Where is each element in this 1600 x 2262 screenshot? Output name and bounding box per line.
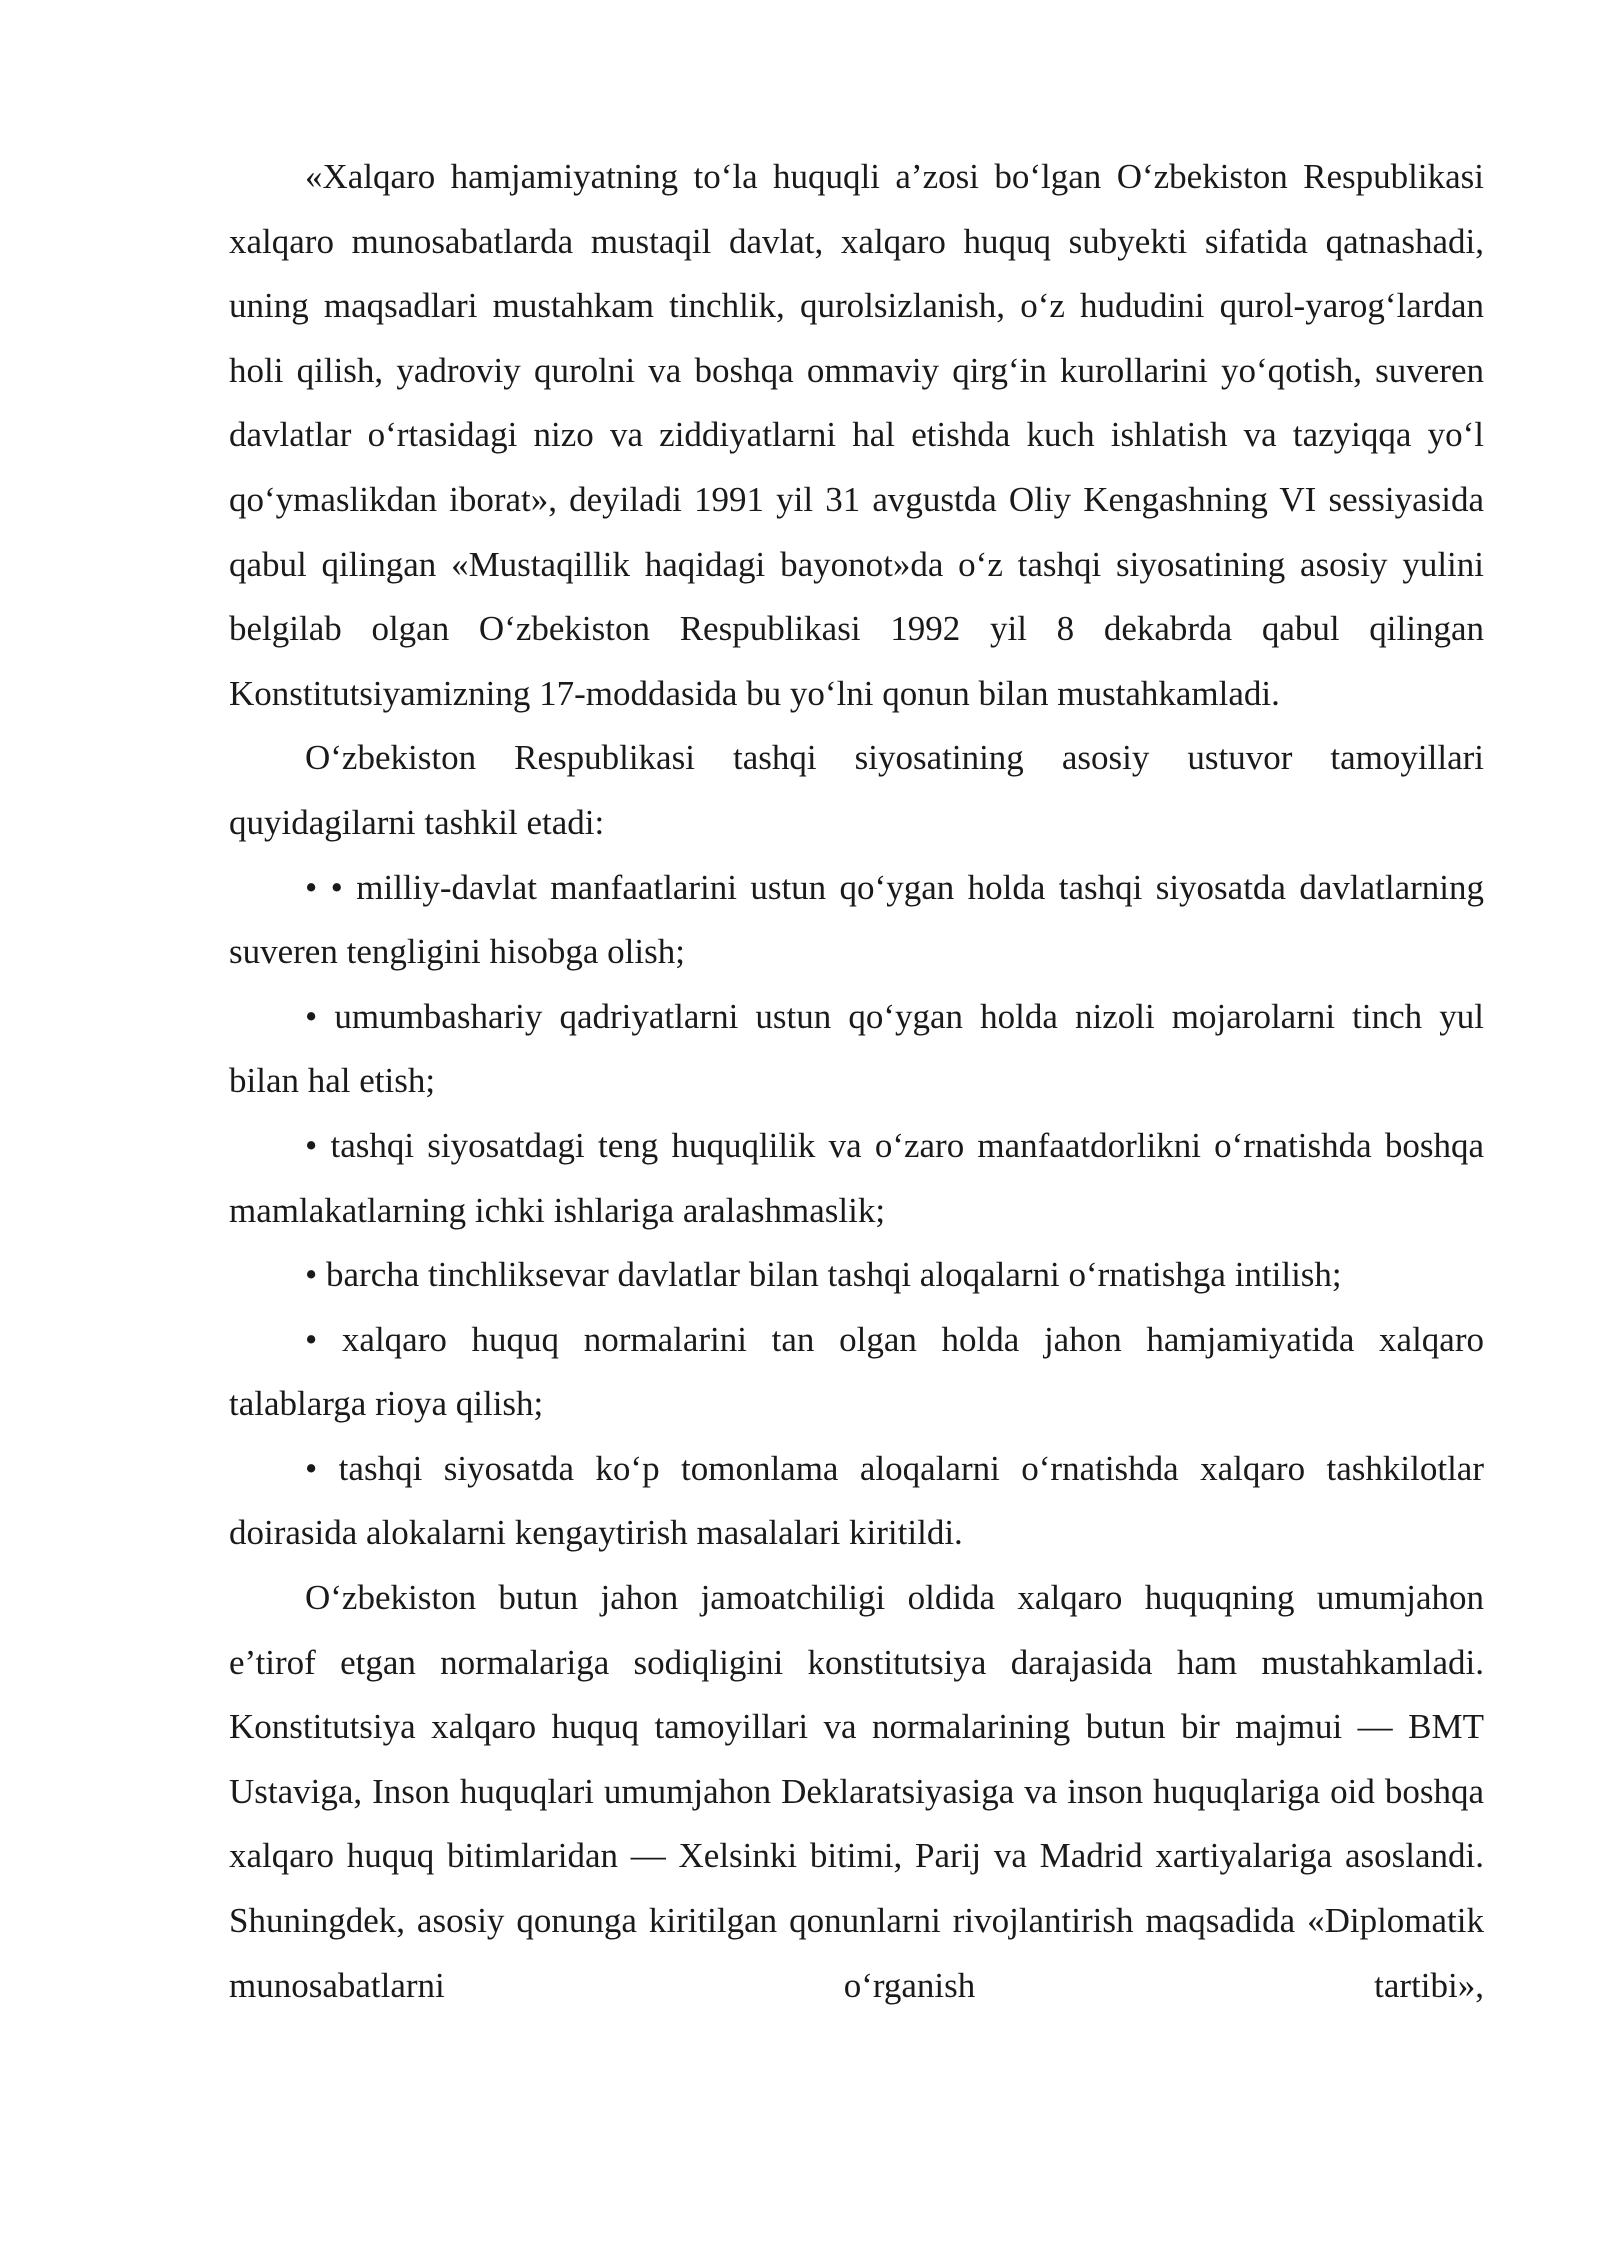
paragraph-intro: «Xalqaro hamjamiyatning to‘la huquqli a’zosi bo‘lgan O‘zbekiston Respublikasi xalqaro munosabatlarda mustaqil davlat, xalqaro huquq subyekti sifatida qatnashadi, uning maqsadlari mustahkam tinchlik, qurolsizlanish, o‘z hududini qurol-yarog‘lardan holi qilish, yadroviy qurolni va boshqa ommaviy qirg‘in kurollarini yo‘qotish, suveren davlatlar o‘rtasidagi nizo va ziddiyatlarni hal etishda kuch ishlatish va tazyiqqa yo‘l qo‘ymaslikdan iborat», deyiladi 1991 yil 31 avgustda Oliy Kengashning VI sessiyasida qabul qilingan «Mustaqillik haqidagi bayonot»da o‘z tashqi siyosatining asosiy yulini belgilab olgan O‘zbekiston Respublikasi 1992 yil 8 dekabrda qabul qilingan Konstitutsiyamizning 17-moddasida bu yo‘lni qonun bilan mustahkamladi.: [229, 157, 1484, 713]
bullet-item: • tashqi siyosatda ko‘p tomonlama aloqalarni o‘rnatishda xalqaro tashkilotlar doirasida alokalarni kengaytirish masalalari kiritildi.: [229, 1448, 1484, 1553]
bullet-item: • umumbashariy qadriyatlarni ustun qo‘ygan holda nizoli mojarolarni tinch yul bilan hal etish;: [229, 996, 1484, 1101]
bullet-item: • barcha tinchliksevar davlatlar bilan tashqi aloqalarni o‘rnatishga intilish;: [305, 1255, 1342, 1295]
document-page: [229, 145, 1484, 2018]
paragraph-constitution: O‘zbekiston butun jahon jamoatchiligi oldida xalqaro huquqning umumjahon e’tirof etgan normalariga sodiqligini konstitutsiya darajasida ham mustahkamladi. Konstitutsiya xalqaro huquq tamoyillari va normalarining butun bir majmui — BMT Ustaviga, Inson huquqlari umumjahon Deklaratsiyasiga va inson huquqlariga oid boshqa xalqaro huquq bitimlaridan — Xelsinki bitimi, Parij va Madrid xartiyalariga asoslandi. Shuningdek, asosiy qonunga kiritilgan qonunlarni rivojlantirish maqsadida «Diplomatik munosabatlarni o‘rganish tartibi»,: [229, 1578, 1484, 2005]
bullet-item: • • milliy-davlat manfaatlarini ustun qo‘ygan holda tashqi siyosatda davlatlarning suveren tengligini hisobga olish;: [229, 867, 1484, 972]
bullet-item: • tashqi siyosatdagi teng huquqlilik va o‘zaro manfaatdorlikni o‘rnatishda boshqa mamlakatlarning ichki ishlariga aralashmaslik;: [229, 1125, 1484, 1230]
paragraph-principles-heading: O‘zbekiston Respublikasi tashqi siyosatining asosiy ustuvor tamoyillari quyidagilarni tashkil etadi:: [229, 738, 1484, 842]
bullet-item: • xalqaro huquq normalarini tan olgan holda jahon hamjamiyatida xalqaro talablarga rioya qilish;: [229, 1319, 1484, 1424]
